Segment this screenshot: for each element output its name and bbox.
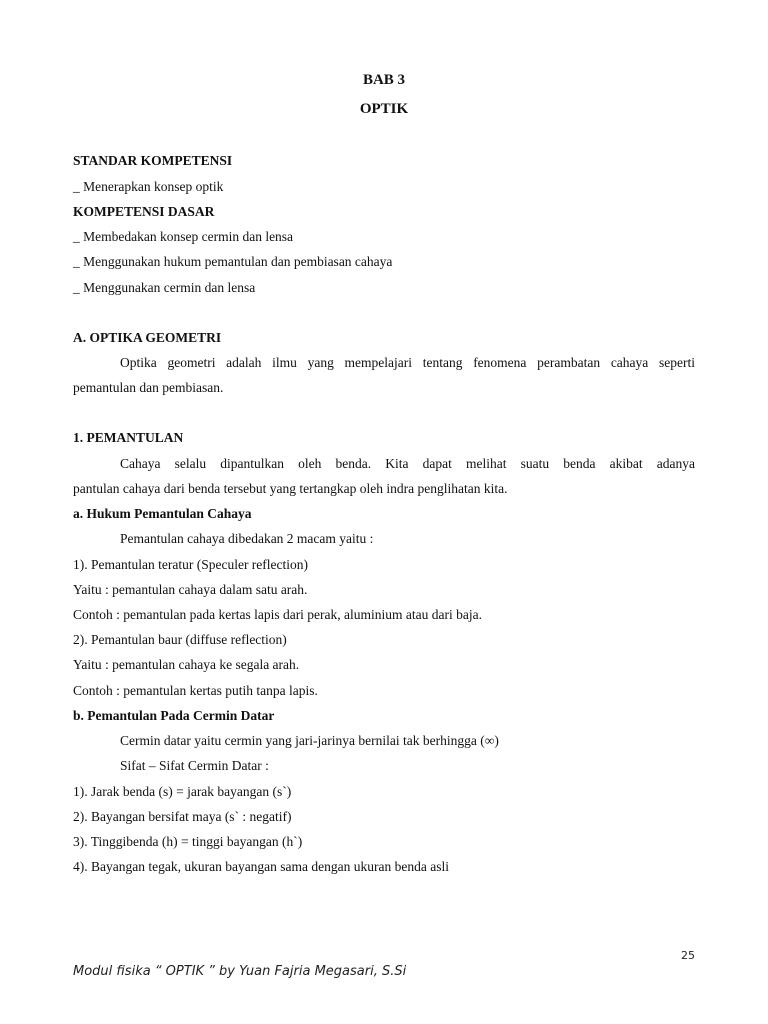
footer-text: Modul fisika “ OPTIK ” by Yuan Fajria Megasari, S.Si (73, 964, 407, 979)
subsection-b-line: 2). Bayangan bersifat maya (s` : negatif) (73, 809, 292, 824)
section-a-paragraph-line: pemantulan dan pembiasan. (73, 380, 224, 395)
subsection-a-line: Yaitu : pemantulan cahaya ke segala arah. (73, 657, 300, 672)
section-a-heading: A. OPTIKA GEOMETRI (73, 330, 222, 345)
subsection-b-intro: Sifat – Sifat Cermin Datar : (120, 758, 269, 773)
section-1-paragraph-line: pantulan cahaya dari benda tersebut yang tertangkap oleh indra penglihatan kita. (73, 481, 508, 496)
subsection-a-intro: Pemantulan cahaya dibedakan 2 macam yaitu : (120, 531, 374, 546)
subsection-b-intro: Cermin datar yaitu cermin yang jari-jarinya bernilai tak berhingga (∞) (120, 733, 499, 748)
subsection-a-heading: a. Hukum Pemantulan Cahaya (73, 506, 252, 521)
section-a-paragraph-line: Optika geometri adalah ilmu yang mempelajari tentang fenomena perambatan cahaya seperti (120, 355, 695, 370)
subsection-a-line: Contoh : pemantulan pada kertas lapis dari perak, aluminium atau dari baja. (73, 607, 482, 622)
section-1-paragraph-line: Cahaya selalu dipantulkan oleh benda. Kita dapat melihat suatu benda akibat adanya (120, 456, 695, 471)
chapter-title: OPTIK (359, 101, 409, 117)
page-number: 25 (681, 949, 695, 962)
subsection-a-line: Contoh : pemantulan kertas putih tanpa lapis. (73, 683, 318, 698)
standar-kompetensi-item: _ Menerapkan konsep optik (73, 179, 224, 194)
kompetensi-dasar-heading: KOMPETENSI DASAR (73, 204, 215, 219)
standar-kompetensi-heading: STANDAR KOMPETENSI (73, 153, 233, 168)
subsection-a-line: Yaitu : pemantulan cahaya dalam satu arah. (73, 582, 308, 597)
subsection-b-line: 3). Tinggibenda (h) = tinggi bayangan (h`) (73, 834, 303, 849)
kompetensi-dasar-item: _ Menggunakan cermin dan lensa (73, 280, 256, 295)
kompetensi-dasar-item: _ Menggunakan hukum pemantulan dan pembiasan cahaya (73, 254, 393, 269)
subsection-b-line: 4). Bayangan tegak, ukuran bayangan sama dengan ukuran benda asli (73, 859, 449, 874)
subsection-b-heading: b. Pemantulan Pada Cermin Datar (73, 708, 275, 723)
kompetensi-dasar-item: _ Membedakan konsep cermin dan lensa (73, 229, 294, 244)
subsection-a-line: 2). Pemantulan baur (diffuse reflection) (73, 632, 287, 647)
section-1-heading: 1. PEMANTULAN (73, 430, 184, 445)
subsection-b-line: 1). Jarak benda (s) = jarak bayangan (s`) (73, 784, 292, 799)
chapter-label: BAB 3 (362, 72, 406, 88)
subsection-a-line: 1). Pemantulan teratur (Speculer reflection) (73, 557, 309, 572)
